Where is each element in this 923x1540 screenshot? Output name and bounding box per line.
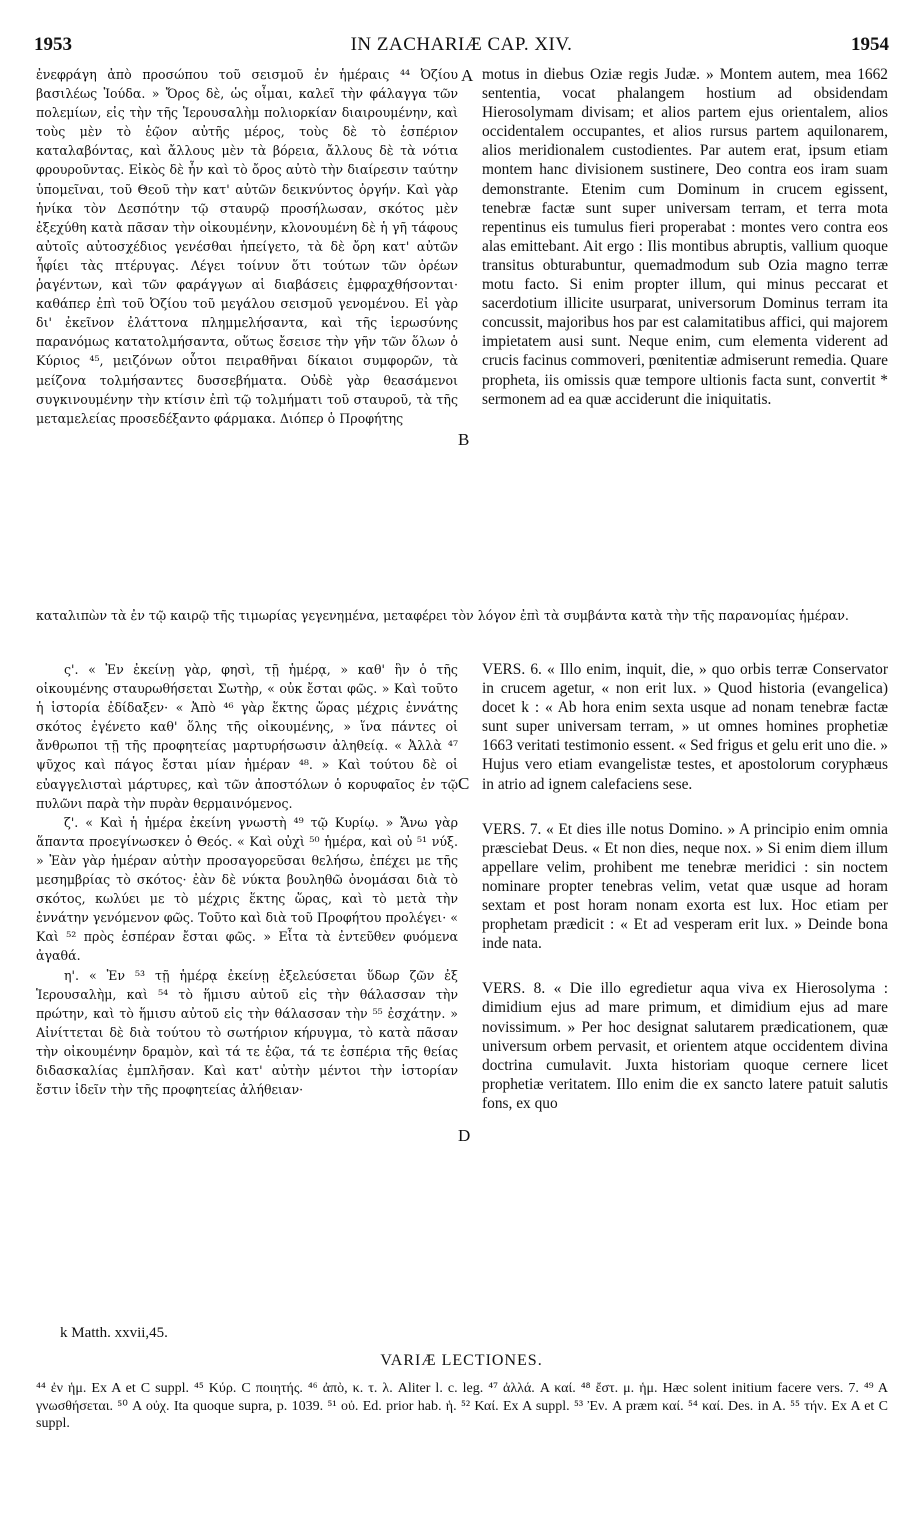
- latin-column-top: [482, 65, 888, 409]
- right-page-number: 1954: [851, 34, 889, 55]
- margin-letter-a: A: [461, 66, 474, 85]
- latin-column-bottom: [482, 660, 888, 1139]
- left-page-number: 1953: [34, 34, 72, 55]
- greek-verse-6: ς'. « Ἐν ἐκείνῃ γὰρ, φησὶ, τῇ ἡμέρᾳ, » καθ' ἣν ὁ τῆς οἰκουμένης σταυρωθήσεται Σωτὴρ, « οὐκ ἔσται φῶς. » Καὶ τοῦτο ἡ ἱστορία ἐδίδαξεν· « Ἀπὸ ⁴⁶ γὰρ ἕκτης ὥρας μέχρις ἐννάτης σκότος ἐγένετο καθ' ὅλης τῆς οἰκουμένης, » ἵνα πάντες οἱ ἄνθρωποι τῇ τῆς προφητείας μαρτυρήσωσιν ἀληθείᾳ. « Ἀλλὰ ⁴⁷ ψῦχος καὶ πάγος ἔσται μίαν ἡμέραν ⁴⁸. » Καὶ τούτου δὲ οἱ εὐαγγελισταὶ μάρτυρες, καὶ τῶν ἀποστόλων ὁ κορυφαῖος ἐν τῷ πυλῶνι παρὰ τὴν πυρὰν θερμαινόμενος.: [36, 662, 458, 811]
- greek-full-width-line: [36, 606, 888, 625]
- margin-letter-d: D: [458, 1126, 471, 1145]
- running-title: IN ZACHARIÆ CAP. XIV.: [350, 34, 573, 55]
- footnote: k Matth. xxvii,45.: [60, 1325, 168, 1341]
- margin-letter-b: B: [458, 430, 470, 449]
- greek-verse-7: ζ'. « Καὶ ἡ ἡμέρα ἐκείνη γνωστὴ ⁴⁹ τῷ Κυρίῳ. » Ἄνω γὰρ ἅπαντα προεγίνωσκεν ὁ Θεός. « Καὶ οὐχὶ ⁵⁰ ἡμέρα, καὶ οὐ ⁵¹ νύξ. » Ἐὰν γὰρ ἡμέραν αὐτὴν προσαγορεῦσαι θελήσω, ἐπέχει με τῆς μεσημβρίας τὸ σκότος· ἐὰν δὲ νύκτα βουληθῶ ὀνομάσαι διὰ τὸ σκότος, κωλύει με τὸ μέχρις ἕκτης ὥρας, καὶ τὸ μετὰ τὴν ἐννάτην γενόμενον φῶς. Τοῦτο καὶ διὰ τοῦ Προφήτου προλέγει· « Καὶ ⁵² πρὸς ἑσπέραν ἔσται φῶς. » Εἶτα τὰ ἐντεῦθεν φυόμενα ἀγαθά.: [36, 814, 458, 964]
- latin-top-text: motus in diebus Oziæ regis Judæ. » Montem autem, mea 1662 sententia, vocat phalangem hostium ad obsidendam Hierosolymam divisam; et alios partem ejus orientalem, alios occidentalem occupantes, et alios rursus partem aquilonarem, alios meridionalem custodientes. Par autem erat, ipsum etiam montem hanc divisionem sustinere, Deo contra eos iram suam demonstrante. Etenim cum Dominum in crucem egissent, tenebræ factæ sunt super universam terram, et terra mota repentinus eis tumulus fieri properabat : montes vero contra eos alas emittebant. Ait ergo : Ilis montibus abruptis, vallium quoque transitus obturabuntur, quemadmodum sub Ozia magno terræ motu facto. Si enim propter illum, qui minus peccarat et sacerdotium illicite usurparat, universorum Dominus terram ita concussit, majoribus hos par est calamitatibus affici, qui majorem impietatem ausi sunt. Neque enim, cum elementa viderent ad crucis facinus commoveri, pœnitentiæ admiserunt remedia. Quare propheta, iis omissis quæ tempore ultionis facta sunt, convertit * sermonem ad ea quæ acciderunt die iniquitatis.: [482, 66, 889, 408]
- variae-lectiones-heading: VARIÆ LECTIONES.: [380, 1352, 543, 1369]
- page-header: [0, 34, 923, 58]
- latin-verse-7: VERS. 7. « Et dies ille notus Domino. » A principio enim omnia præsciebat Deus. « Et non dies, neque nox. » Si enim diem illum appellare velim, prohibent me tenebræ meridici : sin noctem nominare propter tenebras velim, vetat quæ usque ad horam sextam et post horam nonam exorta est lux. Hoc etiam per prophetam prædicit : « Et ad vesperam erit lux. » Deinde bona inde nata.: [482, 820, 888, 953]
- greek-verse-8: η'. « Ἐν ⁵³ τῇ ἡμέρᾳ ἐκείνῃ ἐξελεύσεται ὕδωρ ζῶν ἐξ Ἱερουσαλὴμ, καὶ ⁵⁴ τὸ ἥμισυ αὐτοῦ εἰς τὴν θάλασσαν τὴν πρώτην, καὶ τὸ ἥμισυ αὐτοῦ εἰς τὴν θάλασσαν τὴν ⁵⁵ ἐσχάτην. » Αἰνίττεται δὲ διὰ τούτου τὸ σωτήριον κήρυγμα, τὸ κατὰ πᾶσαν τὴν οἰκουμένην δραμὸν, καὶ τά τε ἑῷα, τά τε ἑσπέρια τῆς θείας διδασκαλίας ἐμπλῆσαν. Καὶ κατ' αὐτὴν μέντοι τὴν ἱστορίαν ἔστιν ἰδεῖν τὴν τῆς προφητείας ἀλήθειαν·: [36, 967, 458, 1098]
- greek-column-bottom: [36, 660, 458, 1099]
- variae-lectiones-text: ⁴⁴ ἐν ἡμ. Ex A et C suppl. ⁴⁵ Κύρ. C ποιητής. ⁴⁶ ἀπὸ, κ. τ. λ. Aliter l. c. leg. ⁴⁷ ἀλλά. A καί. ⁴⁸ ἔστ. μ. ἡμ. Hæc solent initium facere vers. 7. ⁴⁹ A γνωσθήσεται. ⁵⁰ A οὐχ. Ita quoque supra, p. 1039. ⁵¹ οὐ. Ed. prior hab. ἡ. ⁵² Καί. Ex A suppl. ⁵³ Ἐν. A præm καί. ⁵⁴ καί. Des. in A. ⁵⁵ τήν. Ex A et C suppl.: [36, 1381, 888, 1431]
- greek-column-top: [36, 65, 458, 428]
- margin-letter-c: C: [458, 774, 470, 793]
- greek-full-text: καταλιπὼν τὰ ἐν τῷ καιρῷ τῆς τιμωρίας γεγενημένα, μεταφέρει τὸν λόγον ἐπὶ τὰ συμβάντα κατὰ τὴν τῆς παρανομίας ἡμέραν.: [36, 608, 849, 623]
- latin-verse-6: VERS. 6. « Illo enim, inquit, die, » quo orbis terræ Conservator in crucem agetur, « non erit lux. » Quod historia (evangelica) docet k : « Ab hora enim sexta usque ad nonam tenebræ factæ sunt super universam terram, » ut omnes homines prophetiæ 1663 veritati testimonio essent. « Sed frigus et gelu erit uno die. » Hujus vero etiam evangelistæ testes, et apostolorum coryphæus in atrio ad ignem calefaciens sese.: [482, 661, 888, 793]
- greek-top-text: ἐνεφράγη ἀπὸ προσώπου τοῦ σεισμοῦ ἐν ἡμέραις ⁴⁴ Ὀζίου βασιλέως Ἰούδα. » Ὄρος δὲ, ὡς οἶμαι, καλεῖ τὴν φάλαγγα τῶν πολεμίων, εἰς τὴν τῆς Ἱερουσαλὴμ πολιορκίαν διαιρουμένην, καὶ τοὺς μὲν τὸ ἑῷον αὐτῆς μέρος, τοὺς δὲ τὸ ἑσπέριον καταλαβόντας, καὶ ἄλλους μὲν τὰ βόρεια, ἄλλους δὲ τὰ νότια φρουροῦντας. Εἰκὸς δὲ ἦν καὶ τὸ ὄρος αὐτὸ τὴν διαίρεσιν ταύτην ὑπομεῖναι, τοῦ Θεοῦ τὴν κατ' αὐτῶν δεικνύντος ὀργήν. Καὶ γὰρ ἡνίκα τὸν Δεσπότην τῷ σταυρῷ προσήλωσαν, σκότος μὲν ἐξεχύθη κατὰ πᾶσαν τὴν οἰκουμένην, κλονουμένη δὲ ἡ γῆ τάφους αὐτοῖς αὐτοσχέδιος γενέσθαι ἠπείγετο, τὰ δὲ ὄρη κατ' αὐτῶν ἧφίει τὰς πτέρυγας. Λέγει τοίνυν ὅτι τούτων τῶν ὀρέων ῥαγέντων, καὶ τῶν φαράγγων αἱ διαβάσεις ἐμφραχθήσονται· καθάπερ ἐπὶ τοῦ Ὀζίου τοῦ μεγάλου σεισμοῦ γενομένου. Εἰ γὰρ δι' ἐκεῖνον ἐλάττονα πλημμελήσαντα, καὶ τῆς ἱερωσύνης παρανόμως κατατολμήσαντα, οὕτως ἔσεισε τὴν γῆν τῶν ὅλων ὁ Κύριος ⁴⁵, μειζόνων οὗτοι πειραθῆναι δίκαιοι συμφορῶν, τὰ μείζονα τολμήσαντες δυσσεβήματα. Οὐδὲ γὰρ θεασάμενοι συγκινουμένην τὴν κτίσιν ἐπὶ τῷ τολμήματι τοῦ σταυροῦ, τὰ τῆς μεταμελείας προσεδέξαντο φάρμακα. Διόπερ ὁ Προφήτης: [36, 67, 458, 426]
- latin-verse-8: VERS. 8. « Die illo egredietur aqua viva ex Hierosolyma : dimidium ejus ad mare primum, et dimidium ejus ad mare novissimum. » Per hoc designat salutarem prædicationem, quæ universum orbem pervasit, et orientem atque occidentem divina doctrina cumulavit. Juxta historiam quoque cernere licet prophetiæ veritatem. Illo enim die ex sancto latere patuit salutis fons, ex quo: [482, 980, 888, 1112]
